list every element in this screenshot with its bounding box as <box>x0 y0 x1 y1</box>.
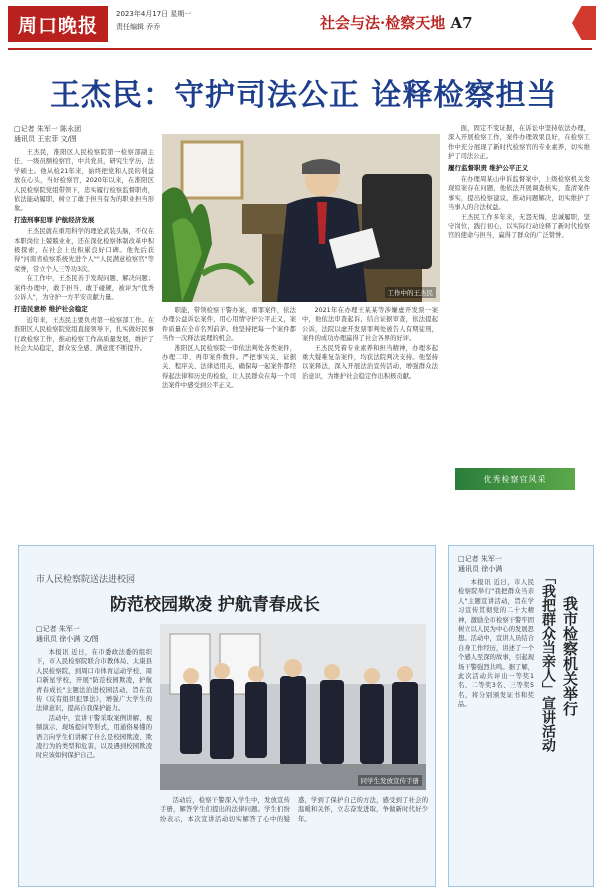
article3-body <box>458 578 534 880</box>
newspaper-logo: 周口晚报 <box>8 6 108 42</box>
page-number: A7 <box>450 14 473 32</box>
article2-kicker: 市人民检察院送法进校园 <box>36 575 136 585</box>
article2-column-2 <box>160 796 428 882</box>
main-column-3 <box>302 306 438 534</box>
paragraph: 王杰民凭着专业素养和担当精神，办理多起重大疑难复杂案件，均获法院判决支持。他坚持以案释法，深入开展法治宣传活动，增强群众法治意识，为维护社会稳定作出积极贡献。 <box>302 344 438 380</box>
paragraph: 职能，带领检察干警办案，重罪案件，依法办理公益诉讼案件，用心用情守护公平正义，案件质量在全市名列前茅。他坚持把每一个案件都当作一次释法说理的机会。 <box>162 307 296 343</box>
byline-reporter: □记者 朱军一 <box>458 555 502 563</box>
main-byline <box>14 124 154 144</box>
section-title <box>320 12 473 33</box>
promo-banner: 优秀检察官风采 <box>455 468 575 490</box>
paragraph: 王杰民，淮阳区人民检察院第一检察部副主任、一级员额检察官，中共党员，研究生学历，法学硕士。他从检21年来，始终把党和人民的利益放在心头，当好检察官，2020年以来，在淮阳区人民检察院党组带领下，忠实履行检察监督职责，依法能动履职，树立了敢于担当有为的职业担当形象。 <box>14 149 154 213</box>
subheading: 履行监督职责 维护公平正义 <box>448 163 529 172</box>
corner-arrow-icon <box>572 6 596 40</box>
article3-headline-a: 我市检察机关举行 <box>561 596 579 716</box>
main-column-2 <box>162 306 296 534</box>
article2-byline <box>36 624 156 644</box>
article2-headline: 防范校园欺凌 护航青春成长 <box>110 595 320 615</box>
paragraph: 活动后，检察干警深入学生中，发放宣传手册，解答学生们提出的法律问题。学生们纷纷表示，本次宣讲活动切实解答了心中的疑惑，学到了保护自己的方法，感受到了社会的温暖和关怀，立志奋发进取，争做新时代好少年。 <box>160 797 428 823</box>
issue-date: 2023年4月17日 星期一 <box>116 10 192 18</box>
paragraph: 王杰民就在重用科学的理论武装头脑，不仅在本职岗位上兢兢业业，还在深化检察体制改革中积极探索，在社会上也积累良好口碑。他先后获得"河南省检察系统先进个人""人民满意检察官"等荣誉，常立个人三等功3次。 <box>14 228 154 273</box>
section-name: 社会与法·检察天地 <box>320 14 446 32</box>
paragraph: 本报讯 近日，市人民检察院举行"我把群众当亲人"主题宣讲活动，旨在学习宣传贯彻党的二十大精神，激励全市检察干警牢固树立以人民为中心的发展思想。活动中，宣讲人员结合自身工作经历，讲述了一个个感人至深的故事，引起现场干警强烈共鸣。据了解，此次活动共评出一等奖1名、二等奖3名、三等奖5名，将分别颁发证书和奖品。 <box>458 579 534 709</box>
paragraph: 在工作中，王杰民善于发现问题、解决问题；案件办理中，敢于担当、敢于碰硬，被评为"优秀公诉人"，为守护一方平安贡献力量。 <box>14 275 154 302</box>
paragraph: 近年来，王杰民主要负责第一检察部工作。在淮阳区人民检察院党组直接领导下，扎实做好民事行政检察工作，推动检察工作高质量发展，维护了社会大局稳定，群众安全感、满意度不断提升。 <box>14 316 154 353</box>
byline-reporters: □记者 朱军一 陈永团 <box>14 125 82 133</box>
byline-correspondents: 通讯员 王宏菲 文/图 <box>14 135 77 143</box>
main-column-1 <box>14 148 154 528</box>
responsible-editor: 责任编辑 乔乔 <box>116 23 161 31</box>
byline-reporter: □记者 朱军一 <box>36 625 80 633</box>
byline-correspondent: 通讯员 徐小满 <box>458 565 503 573</box>
main-column-4 <box>448 124 590 464</box>
paragraph: 2021年在办理王某某等涉嫌虚开发票一案中，他依法审查起诉，结合证据审查，依法提起公诉，法院以虚开发票罪判处被告人有期徒刑，案件的成功办理赢得了社会各界的好评。 <box>302 307 438 343</box>
article2-column-1 <box>36 648 152 880</box>
paragraph: 活动中，宣讲干警采取案例讲解、视频演示、现场提问等形式，用通俗易懂的语言向学生们讲解了什么是校园欺凌、欺凌行为的类型和危害，以及遇到校园欺凌时应该如何保护自己。 <box>36 714 152 760</box>
photo-school-event <box>160 624 426 790</box>
subheading: 打造刑事犯罪 护航经济发展 <box>14 215 95 224</box>
photo2-caption: 同学生发放宣传手册 <box>358 775 423 786</box>
paragraph: 面，固定不变证据，在诉讼中坚持依法办理，深入开展检察工作，案件办理效果良好，在检察工作中充分展现了新时代检察官的专业素养，切实维护了司法公正。 <box>448 125 590 161</box>
byline-correspondent: 通讯员 徐小满 文/图 <box>36 635 99 643</box>
photo-prosecutor-at-work <box>162 134 440 302</box>
article3-headline-b: 「我把群众当亲人」宣讲活动 <box>540 570 556 752</box>
paragraph: 王杰民工作多年来，无怨无悔，忠诚履职，坚守岗位，践行初心，以实际行动诠释了新时代检察官的使命与担当，赢得了群众的广泛赞誉。 <box>448 213 590 240</box>
main-headline: 王杰民：守护司法公正 诠释检察担当 <box>50 78 558 113</box>
article3-byline <box>458 554 578 574</box>
paragraph: 淮阳区人民检察院一审依法判处各类案件，办理二审、再审案件数件。严把事实关、证据关、程序关、法律适用关，确保每一起案件都经得起法律和历史的检验，让人民群众在每一个司法案件中感受到公平正义。 <box>162 344 296 390</box>
masthead <box>0 0 600 50</box>
school-event-illustration <box>160 624 426 790</box>
subheading: 打造民意桥 维护社会稳定 <box>14 304 88 313</box>
photo-caption: 工作中的王杰民 <box>385 287 437 298</box>
paragraph: 在办理周某山申诉监督案中，上级检察机关发现原案存在问题，他依法开展调查核实，查清案件事实，提出检察建议，推动问题解决，切实维护了当事人的合法权益。 <box>448 176 590 212</box>
office-scene-illustration <box>162 134 440 302</box>
paragraph: 本报讯 近日，在市委政法委的组织下，市人民检察院联合市教体局、太康县人民检察院，到周口市体育运动学校、周口新星学校，开展"防范校园欺凌，护航青春成长"主题法治进校园活动，旨在宣传《反有组织犯罪法》，增强广大学生的法律意识，提高自我保护能力。 <box>36 649 152 713</box>
masthead-rule <box>8 48 592 50</box>
